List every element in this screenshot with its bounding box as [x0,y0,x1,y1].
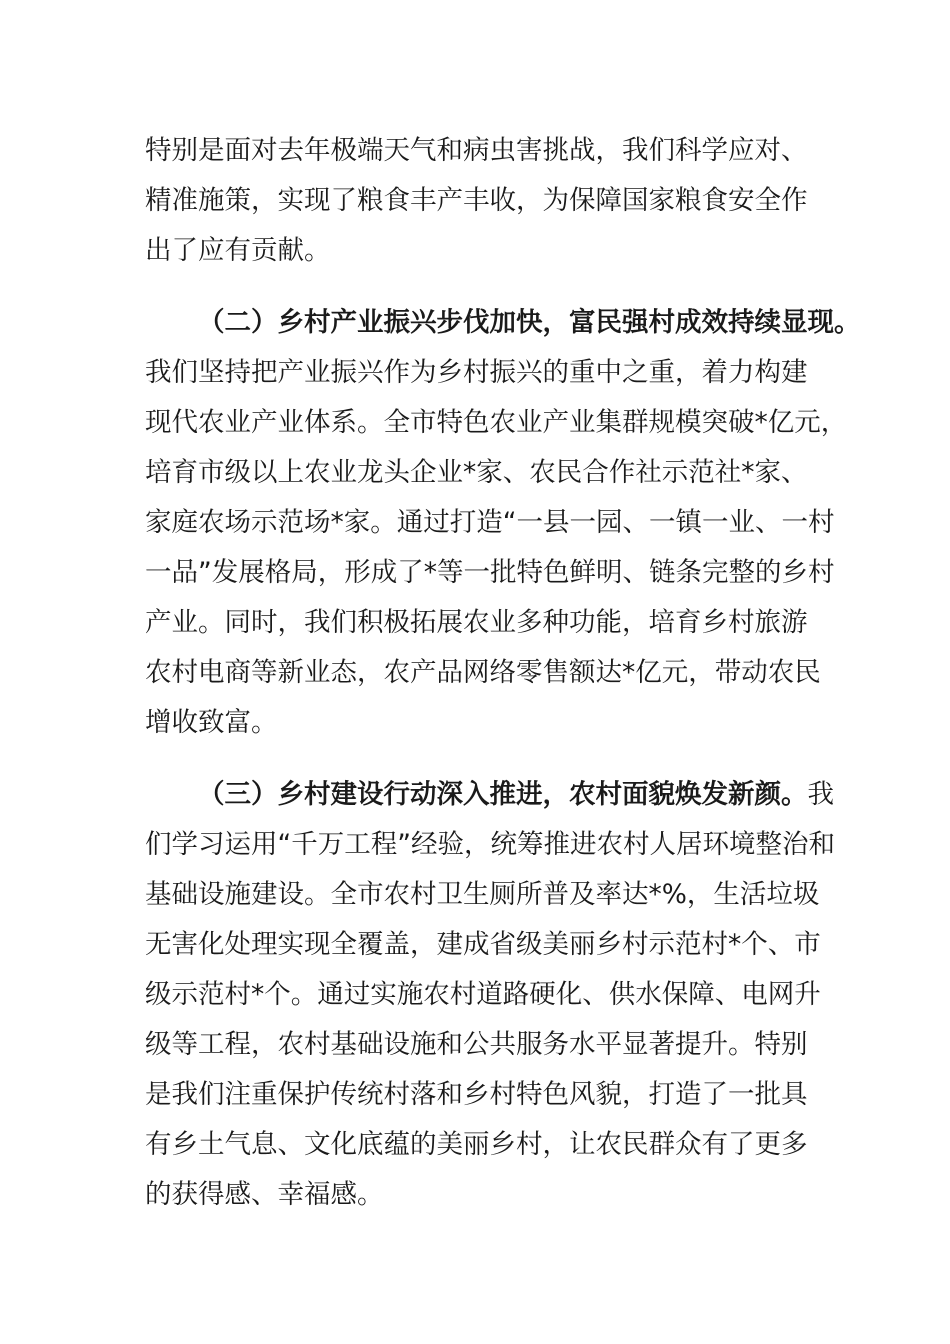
text-line: 我们坚持把产业振兴作为乡村振兴的重中之重，着力构建 [145,357,808,388]
text-line: 家庭农场示范场*家。通过打造“一县一园、一镇一业、一村 [145,507,835,538]
paragraph-2 [145,298,861,748]
text-line: 级示范村*个。通过实施农村道路硬化、供水保障、电网升 [145,979,821,1010]
text-line: 增收致富。 [145,707,278,738]
text-line: 精准施策，实现了粮食丰产丰收，为保障国家粮食安全作 [145,185,808,216]
text-line: 级等工程，农村基础设施和公共服务水平显著提升。特别 [145,1029,808,1060]
section-heading-line [145,770,834,820]
text-line: 出了应有贡献。 [145,235,331,266]
text-line: 产业。同时，我们积极拓展农业多种功能，培育乡村旅游 [145,607,808,638]
section-heading: （二）乡村产业振兴步伐加快，富民强村成效持续显现。 [198,307,861,338]
text-line: 的获得感、幸福感。 [145,1179,384,1210]
document-body [145,126,861,1220]
text-line: 无害化处理实现全覆盖，建成省级美丽乡村示范村*个、市 [145,929,821,960]
text-line: 是我们注重保护传统村落和乡村特色风貌，打造了一批具 [145,1079,808,1110]
text-line: 一品”发展格局，形成了*等一批特色鲜明、链条完整的乡村 [145,557,835,588]
heading-tail-text: 我 [807,779,834,810]
text-line: 们学习运用“千万工程”经验，统筹推进农村人居环境整治和 [145,829,835,860]
text-line: 基础设施建设。全市农村卫生厕所普及率达*%，生活垃圾 [145,879,820,910]
paragraph-1 [145,126,815,276]
paragraph-3 [145,770,835,1220]
text-line: 有乡土气息、文化底蕴的美丽乡村，让农民群众有了更多 [145,1129,808,1160]
text-line: 培育市级以上农业龙头企业*家、农民合作社示范社*家、 [145,457,808,488]
paragraph-spacer [145,748,815,770]
text-line: 特别是面对去年极端天气和病虫害挑战，我们科学应对、 [145,135,808,166]
paragraph-spacer [145,276,815,298]
text-line: 现代农业产业体系。全市特色农业产业集群规模突破*亿元， [145,407,848,438]
text-line: 农村电商等新业态，农产品网络零售额达*亿元，带动农民 [145,657,821,688]
section-heading: （三）乡村建设行动深入推进，农村面貌焕发新颜。 [198,779,808,810]
